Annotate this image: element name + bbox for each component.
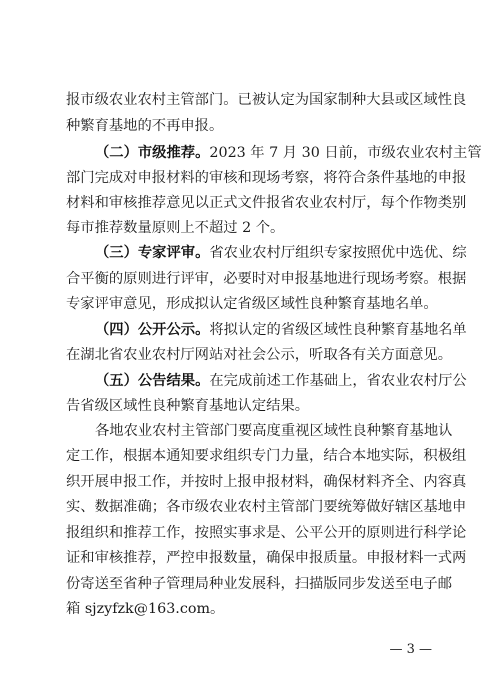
text-line <box>95 243 467 263</box>
section-heading: （二）市级推荐。 <box>95 145 210 161</box>
text-line: 每市推荐数量原则上不超过 2 个。 <box>66 220 285 236</box>
text-line: 报组织和推荐工作，按照实事求是、公平公开的原则进行科学论 <box>66 525 467 541</box>
section-heading: （五）公告结果。 <box>95 373 210 389</box>
text-line: 合平衡的原则进行评审，必要时对申报基地进行现场考察。根据 <box>66 271 467 287</box>
text-line: 各地农业农村主管部门要高度重视区域性良种繁育基地认 <box>95 423 453 439</box>
text-line: 织开展申报工作，并按时上报申报材料，确保材料齐全、内容真 <box>66 474 467 490</box>
text-line <box>95 143 482 163</box>
section-heading: （三）专家评审。 <box>95 245 210 261</box>
section-heading: （四）公开公示。 <box>95 322 210 338</box>
text-line: 专家评审意见，形成拟认定省级区域性良种繁育基地名单。 <box>66 296 438 312</box>
text-line: 份寄送至省种子管理局种业发展科，扫描版同步发送至电子邮 <box>66 576 453 592</box>
text-run: 在完成前述工作基础上，省农业农村厅公 <box>209 373 467 389</box>
text-line: 告省级区域性良种繁育基地认定结果。 <box>66 398 310 414</box>
text-line: 箱 sjzyfzk@163.com。 <box>66 601 225 617</box>
text-line: 实、数据准确；各市级农业农村主管部门要统筹做好辖区基地申 <box>66 499 467 515</box>
text-run: 2023 年 7 月 30 日前，市级农业农村主管 <box>209 145 482 161</box>
page-number: — 3 — <box>389 642 432 657</box>
text-run: 省农业农村厅组织专家按照优中选优、综 <box>209 245 467 261</box>
text-line <box>95 371 467 391</box>
text-run: 将拟认定的省级区域性良种繁育基地名单 <box>209 322 467 338</box>
text-line: 在湖北省农业农村厅网站对社会公示，听取各有关方面意见。 <box>66 347 453 363</box>
text-line: 证和审核推荐，严控申报数量，确保申报质量。申报材料一式两 <box>66 550 467 566</box>
text-line <box>95 320 467 340</box>
text-line: 材料和审核推荐意见以正式文件报省农业农村厅，每个作物类别 <box>66 195 467 211</box>
text-line: 定工作，根据本通知要求组织专门力量，结合本地实际，积极组 <box>66 448 467 464</box>
text-line: 种繁育基地的不再申报。 <box>66 118 224 134</box>
text-line: 报市级农业农村主管部门。已被认定为国家制种大县或区域性良 <box>66 92 467 108</box>
text-line: 部门完成对申报材料的审核和现场考察，将符合条件基地的申报 <box>66 170 467 186</box>
